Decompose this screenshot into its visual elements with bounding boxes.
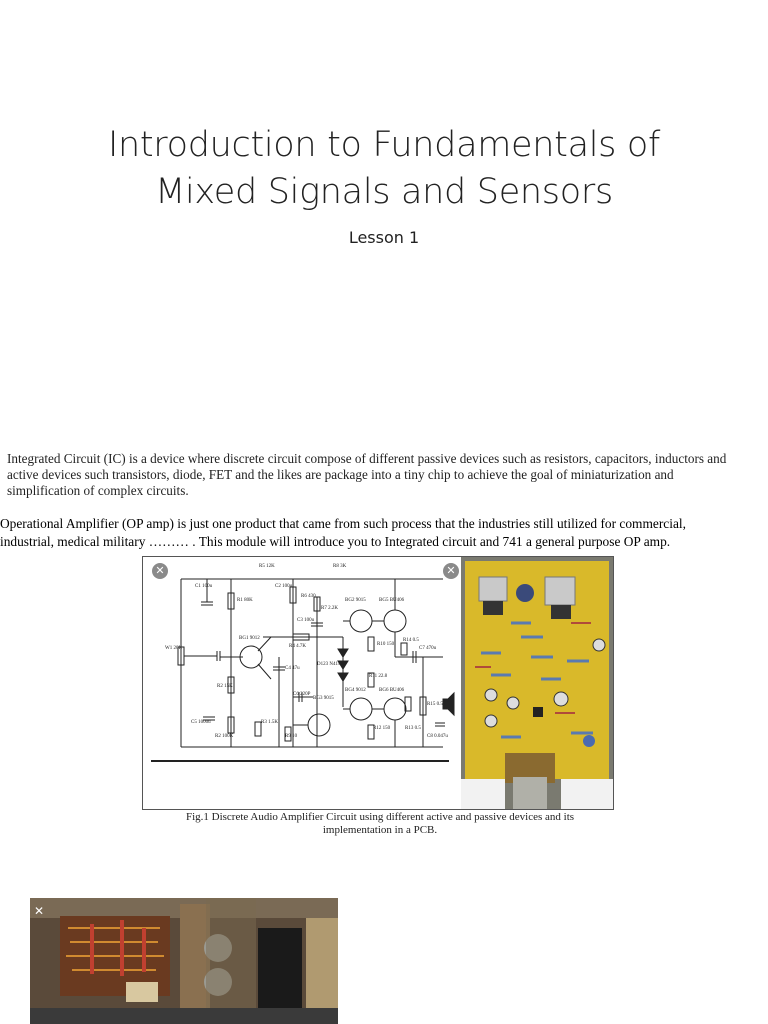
label-c1: C1 100u bbox=[195, 584, 213, 589]
label-r15: R15 0.5 bbox=[427, 702, 443, 707]
label-r5: R5 12K bbox=[259, 564, 275, 569]
label-bg5: BG5 BU406 bbox=[379, 598, 405, 603]
label-bg6: BG6 BU406 bbox=[379, 688, 405, 693]
label-bg4: BG4 9012 bbox=[345, 688, 366, 693]
title-line-2: Mixed Signals and Sensors bbox=[155, 172, 613, 212]
label-r10: R10 150 bbox=[377, 642, 395, 647]
label-r13: R13 0.5 bbox=[405, 726, 421, 731]
close-icon[interactable]: ✕ bbox=[152, 563, 168, 579]
label-r14: R14 0.5 bbox=[403, 638, 419, 643]
slide-title bbox=[40, 122, 728, 216]
label-bg3: BG3 9015 bbox=[313, 696, 334, 701]
label-c6: C6 220P bbox=[293, 692, 311, 697]
label-c4: C4 47u bbox=[285, 666, 300, 671]
caption-line-2: implementation in a PCB. bbox=[322, 824, 438, 836]
slide-subtitle: Lesson 1 bbox=[348, 228, 420, 247]
label-c7: C7 470u bbox=[419, 646, 437, 651]
label-d123: D123 N4148 bbox=[317, 662, 343, 667]
label-r9: R9 10 bbox=[285, 734, 298, 739]
label-r1: R1 80K bbox=[237, 598, 253, 603]
label-bg1: BG1 9012 bbox=[239, 636, 260, 641]
label-w1: W1 20K bbox=[165, 646, 183, 651]
close-icon-right[interactable]: ✕ bbox=[443, 563, 459, 579]
label-r7: R7 2.2K bbox=[321, 606, 338, 611]
amplifier-figure bbox=[142, 556, 614, 810]
label-bg2: BG2 9015 bbox=[345, 598, 366, 603]
caption-line-1: Fig.1 Discrete Audio Amplifier Circuit using different active and passive devices and its bbox=[185, 811, 575, 823]
label-c8: C8 0.047u bbox=[427, 734, 448, 739]
op-amp-paragraph: Operational Amplifier (OP amp) is just one product that came from such process that the industries still utilized for commercial, industrial, medical military ……… . This module will introduce you to Integrated circuit and 741 a general purpose OP amp. bbox=[0, 516, 686, 549]
amplifier-schematic bbox=[143, 557, 457, 809]
label-r11: R11 22.8 bbox=[369, 674, 388, 679]
label-r8: R8 3K bbox=[333, 564, 347, 569]
photo-close-icon[interactable]: ✕ bbox=[34, 904, 45, 918]
label-c2: C2 100u bbox=[275, 584, 293, 589]
label-r6: R6 430 bbox=[301, 594, 316, 599]
ic-definition-paragraph: Integrated Circuit (IC) is a device where discrete circuit compose of different passive devices such as resistors, capacitors, inductors and active devices such transistors, diode, FET and the likes are package into a tiny chip to achieve the goal of miniaturization and simplification of complex circuits. bbox=[7, 451, 727, 498]
pcb-photo bbox=[461, 557, 613, 809]
label-r12: R12 150 bbox=[373, 726, 391, 731]
label-r4: R4 4.7K bbox=[289, 644, 306, 649]
chassis-image bbox=[30, 898, 338, 1024]
label-r2b: R2 100K bbox=[215, 734, 234, 739]
label-c5: C5 1000u bbox=[191, 720, 211, 725]
label-r2: R2 15K bbox=[217, 684, 233, 689]
title-line-1: Introduction to Fundamentals of bbox=[107, 125, 661, 165]
label-r3: R3 1.5K bbox=[261, 720, 278, 725]
chassis-photo bbox=[30, 898, 338, 1024]
figure-caption bbox=[150, 811, 610, 837]
label-c3: C3 100u bbox=[297, 618, 315, 623]
